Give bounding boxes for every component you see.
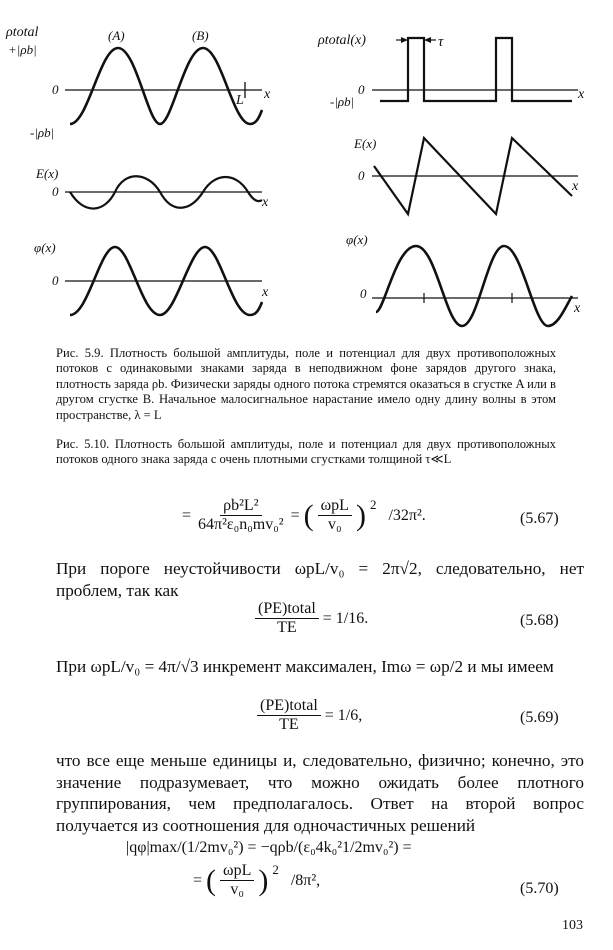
denominator: TE bbox=[277, 619, 297, 636]
fig510-panel-density bbox=[317, 33, 585, 109]
eq-number-5-67: (5.67) bbox=[520, 510, 559, 527]
paragraph-physical: что все еще меньше единицы и, следовательно, физично; конечно, это значение подразумевает, что можно ожидать более плотного группирования, чем предполагалось. Ответ на второй вопрос получается из соотношения для одночастичных решений bbox=[56, 751, 584, 835]
eq-rest: = 1/6, bbox=[324, 706, 363, 724]
fraction bbox=[255, 600, 319, 637]
numerator: (PE)total bbox=[255, 600, 319, 619]
paren-close: ) bbox=[258, 863, 269, 897]
eq-rest: /32π². bbox=[388, 506, 426, 524]
eq-rest: = 1/16. bbox=[322, 609, 369, 627]
eq-rest: /8π², bbox=[290, 871, 321, 889]
fig59-phi-zero: 0 bbox=[52, 273, 59, 288]
equation-5-68 bbox=[255, 600, 368, 637]
paragraph-threshold: При пороге неустойчивости ωpL/v₀ = 2π√2, следовательно, нет проблем, так как bbox=[56, 559, 584, 600]
equation-5-69 bbox=[257, 697, 362, 734]
fraction bbox=[257, 697, 321, 734]
caption-fig-5-10 bbox=[56, 437, 556, 468]
fig59-xlabel-1: x bbox=[264, 87, 271, 102]
paren-open: ( bbox=[206, 863, 217, 897]
figure-5-10 bbox=[0, 0, 613, 345]
peak-label-b: (B) bbox=[192, 28, 209, 43]
fig510-panel-potential bbox=[346, 232, 581, 326]
caption-fig-5-9 bbox=[56, 346, 556, 423]
paragraph-max-increment: При ωpL/v₀ = 4π/√3 инкремент максимален, Imω = ωp/2 и мы имеем bbox=[56, 657, 554, 676]
exponent: 2 bbox=[272, 862, 279, 877]
caption-label: Рис. 5.10. bbox=[56, 437, 110, 451]
potential-curve bbox=[376, 246, 572, 326]
equation-5-70-line2 bbox=[193, 862, 320, 899]
eq-number-5-70: (5.70) bbox=[520, 880, 559, 897]
fig510-ytick-zero: 0 bbox=[358, 82, 365, 97]
fraction bbox=[195, 497, 287, 534]
caption-text: Плотность большой амплитуды, поле и потенциал для двух противоположных потоков с одинаковыми знаками заряда в неподвижном фоне зарядов другого знака, плотность заряда ρb. Физически заряды одного потока стремятся оказаться в сгустке A или в другом сгустке B. Начальное малосигнальное нарастание имело одну длину волны в этом пространстве, λ = L bbox=[56, 346, 556, 422]
fraction bbox=[220, 862, 254, 899]
fig510-xlabel-2: x bbox=[572, 179, 579, 194]
label-L: L bbox=[236, 93, 244, 108]
exponent: 2 bbox=[369, 497, 377, 512]
denominator: v₀ bbox=[328, 516, 342, 533]
eq-number-5-69: (5.69) bbox=[520, 709, 559, 726]
numerator: ωpL bbox=[318, 497, 352, 516]
fig59-ylabel-e: E(x) bbox=[36, 166, 59, 181]
fig59-ylabel-rho: ρtotal bbox=[6, 25, 39, 40]
paren-open: ( bbox=[303, 498, 314, 532]
numerator: (PE)total bbox=[257, 697, 321, 716]
fig510-ylabel-e: E(x) bbox=[354, 136, 377, 151]
fig510-e-zero: 0 bbox=[358, 168, 365, 183]
equation-5-67 bbox=[182, 497, 426, 534]
fig510-panel-field bbox=[353, 136, 579, 214]
eq-sign: = bbox=[193, 871, 203, 889]
fig59-e-zero: 0 bbox=[52, 184, 59, 199]
caption-text: Плотность большой амплитуды, поле и потенциал для двух противоположных потоков одного знака заряда с очень плотными сгустками толщиной τ≪L bbox=[56, 437, 556, 467]
denominator: v₀ bbox=[230, 881, 244, 898]
fig59-ylabel-phi: φ(x) bbox=[34, 240, 56, 255]
fig510-xlabel-3: x bbox=[574, 301, 581, 316]
fig59-ytick-zero: 0 bbox=[52, 82, 59, 97]
fig510-ytick-bottom: -|ρb| bbox=[330, 94, 355, 109]
fig59-ytick-top: +|ρb| bbox=[8, 42, 37, 57]
density-pulses bbox=[380, 38, 572, 101]
eq-sign: = bbox=[182, 506, 192, 524]
fig510-ylabel-phi: φ(x) bbox=[346, 232, 368, 247]
fig59-xlabel-2: x bbox=[262, 195, 269, 210]
page-number: 103 bbox=[562, 918, 583, 933]
eq-sign: = bbox=[290, 506, 300, 524]
numerator: ρb²L² bbox=[220, 497, 261, 516]
denominator: 64π²ε₀n₀mv₀² bbox=[198, 516, 284, 533]
fig59-ytick-bottom: -|ρb| bbox=[30, 125, 55, 140]
fig59-xlabel-3: x bbox=[262, 285, 269, 300]
peak-label-a: (A) bbox=[108, 28, 125, 43]
tau-label: τ bbox=[438, 34, 444, 50]
fig510-xlabel-1: x bbox=[578, 87, 585, 102]
caption-label: Рис. 5.9. bbox=[56, 346, 104, 360]
paren-close: ) bbox=[355, 498, 366, 532]
fraction bbox=[318, 497, 352, 534]
fig510-phi-zero: 0 bbox=[360, 286, 367, 301]
equation-5-70-line1: |qφ|max/(1/2mv₀²) = −qρb/(ε₀4k₀²1/2mv₀²) = bbox=[126, 839, 412, 856]
numerator: ωpL bbox=[220, 862, 254, 881]
fig510-ylabel-rho: ρtotal(x) bbox=[318, 33, 366, 48]
eq-number-5-68: (5.68) bbox=[520, 612, 559, 629]
denominator: TE bbox=[279, 716, 299, 733]
